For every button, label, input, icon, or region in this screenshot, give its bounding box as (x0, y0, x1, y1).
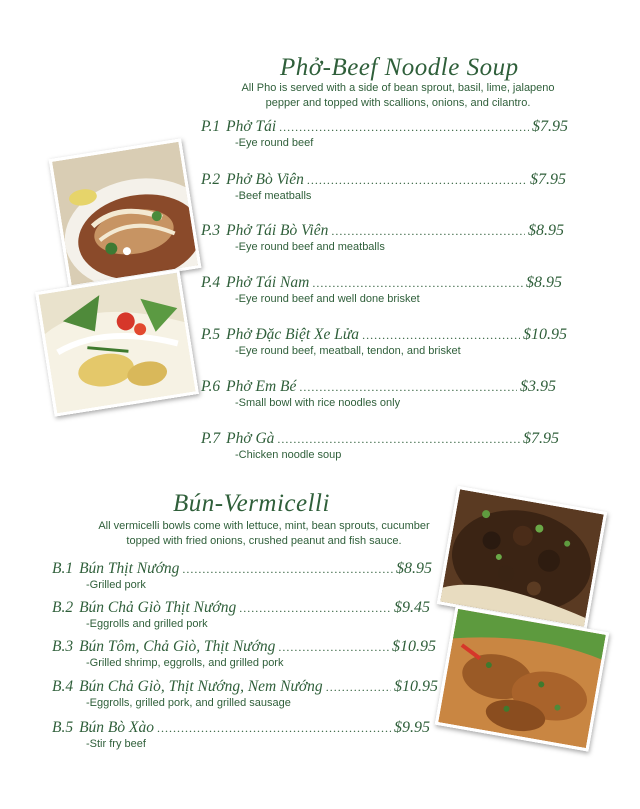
item-name: Phở Bò Viên (226, 171, 304, 188)
menu-item-p1 (201, 118, 568, 149)
item-price: $9.95 (394, 719, 430, 736)
menu-item-b4 (52, 678, 438, 709)
menu-item-b5 (52, 719, 430, 750)
item-name: Phở Gà (226, 430, 275, 447)
pho-ga-image (38, 273, 195, 413)
bun-pork-image (438, 609, 606, 748)
item-name: Bún Chả Giò Thịt Nướng (79, 599, 237, 616)
item-description: -Beef meatballs (235, 190, 312, 202)
pho-section-title: Phở-Beef Noodle Soup (280, 54, 519, 81)
leader-dots (326, 680, 391, 695)
item-price: $7.95 (532, 118, 568, 135)
leader-dots (157, 721, 391, 736)
pho-ga-photo (35, 269, 199, 416)
item-description: -Eye round beef (235, 137, 314, 149)
leader-dots (278, 640, 389, 655)
item-code: P.1 (201, 118, 221, 135)
item-code: B.2 (52, 599, 74, 616)
item-price: $3.95 (520, 378, 556, 395)
leader-dots (239, 601, 391, 616)
item-description: -Stir fry beef (86, 738, 146, 750)
leader-dots (279, 120, 529, 135)
item-code: B.4 (52, 678, 74, 695)
item-price: $10.95 (392, 638, 436, 655)
menu-item-b2 (52, 599, 430, 630)
menu-item-p5 (201, 326, 567, 357)
item-price: $10.95 (394, 678, 438, 695)
item-code: P.4 (201, 274, 221, 291)
menu-item-p4 (201, 274, 562, 305)
item-price: $7.95 (523, 430, 559, 447)
item-price: $8.95 (528, 222, 564, 239)
item-code: B.5 (52, 719, 74, 736)
leader-dots (299, 380, 517, 395)
item-name: Phở Em Bé (226, 378, 297, 395)
leader-dots (307, 173, 527, 188)
item-price: $8.95 (526, 274, 562, 291)
leader-dots (331, 224, 525, 239)
item-description: -Eggrolls, grilled pork, and grilled sausage (86, 697, 291, 709)
item-price: $10.95 (523, 326, 567, 343)
item-code: P.6 (201, 378, 221, 395)
bun-pork-photo (435, 605, 610, 751)
item-price: $9.45 (394, 599, 430, 616)
item-name: Phở Tái Bò Viên (226, 222, 329, 239)
item-code: B.1 (52, 560, 74, 577)
bun-section-title: Bún-Vermicelli (173, 490, 330, 517)
pho-bowl-photo (49, 138, 202, 288)
item-name: Bún Chả Giò, Thịt Nướng, Nem Nướng (79, 678, 323, 695)
item-description: -Eye round beef and meatballs (235, 241, 385, 253)
menu-item-b1 (52, 560, 432, 591)
item-description: -Eye round beef, meatball, tendon, and brisket (235, 345, 461, 357)
leader-dots (277, 432, 520, 447)
leader-dots (182, 562, 393, 577)
item-code: B.3 (52, 638, 74, 655)
leader-dots (362, 328, 520, 343)
menu-item-p7 (201, 430, 559, 461)
item-name: Phở Đặc Biệt Xe Lửa (226, 326, 360, 343)
item-description: -Eggrolls and grilled pork (86, 618, 208, 630)
item-name: Phở Tái Nam (226, 274, 310, 291)
item-name: Bún Bò Xào (79, 719, 154, 736)
item-description: -Chicken noodle soup (235, 449, 342, 461)
menu-item-p2 (201, 171, 566, 202)
item-price: $8.95 (396, 560, 432, 577)
item-description: -Grilled shrimp, eggrolls, and grilled pork (86, 657, 284, 669)
bun-section-description: All vermicelli bowls come with lettuce, mint, bean sprouts, cucumber topped with fried onions, crushed peanut and fish sauce. (98, 520, 430, 547)
item-name: Phở Tái (226, 118, 277, 135)
leader-dots (312, 276, 523, 291)
item-code: P.2 (201, 171, 221, 188)
item-description: -Eye round beef and well done brisket (235, 293, 420, 305)
pho-bowl-image (52, 142, 198, 285)
item-code: P.5 (201, 326, 221, 343)
item-name: Bún Thịt Nướng (79, 560, 180, 577)
menu-item-b3 (52, 638, 436, 669)
menu-item-p3 (201, 222, 564, 253)
item-description: -Grilled pork (86, 579, 146, 591)
item-description: -Small bowl with rice noodles only (235, 397, 401, 409)
pho-section-description: All Pho is served with a side of bean sprout, basil, lime, jalapeno pepper and topped with scallions, onions, and cilantro. (241, 82, 555, 109)
item-name: Bún Tôm, Chả Giò, Thịt Nướng (79, 638, 276, 655)
item-price: $7.95 (530, 171, 566, 188)
item-code: P.7 (201, 430, 221, 447)
item-code: P.3 (201, 222, 221, 239)
menu-item-p6 (201, 378, 556, 409)
